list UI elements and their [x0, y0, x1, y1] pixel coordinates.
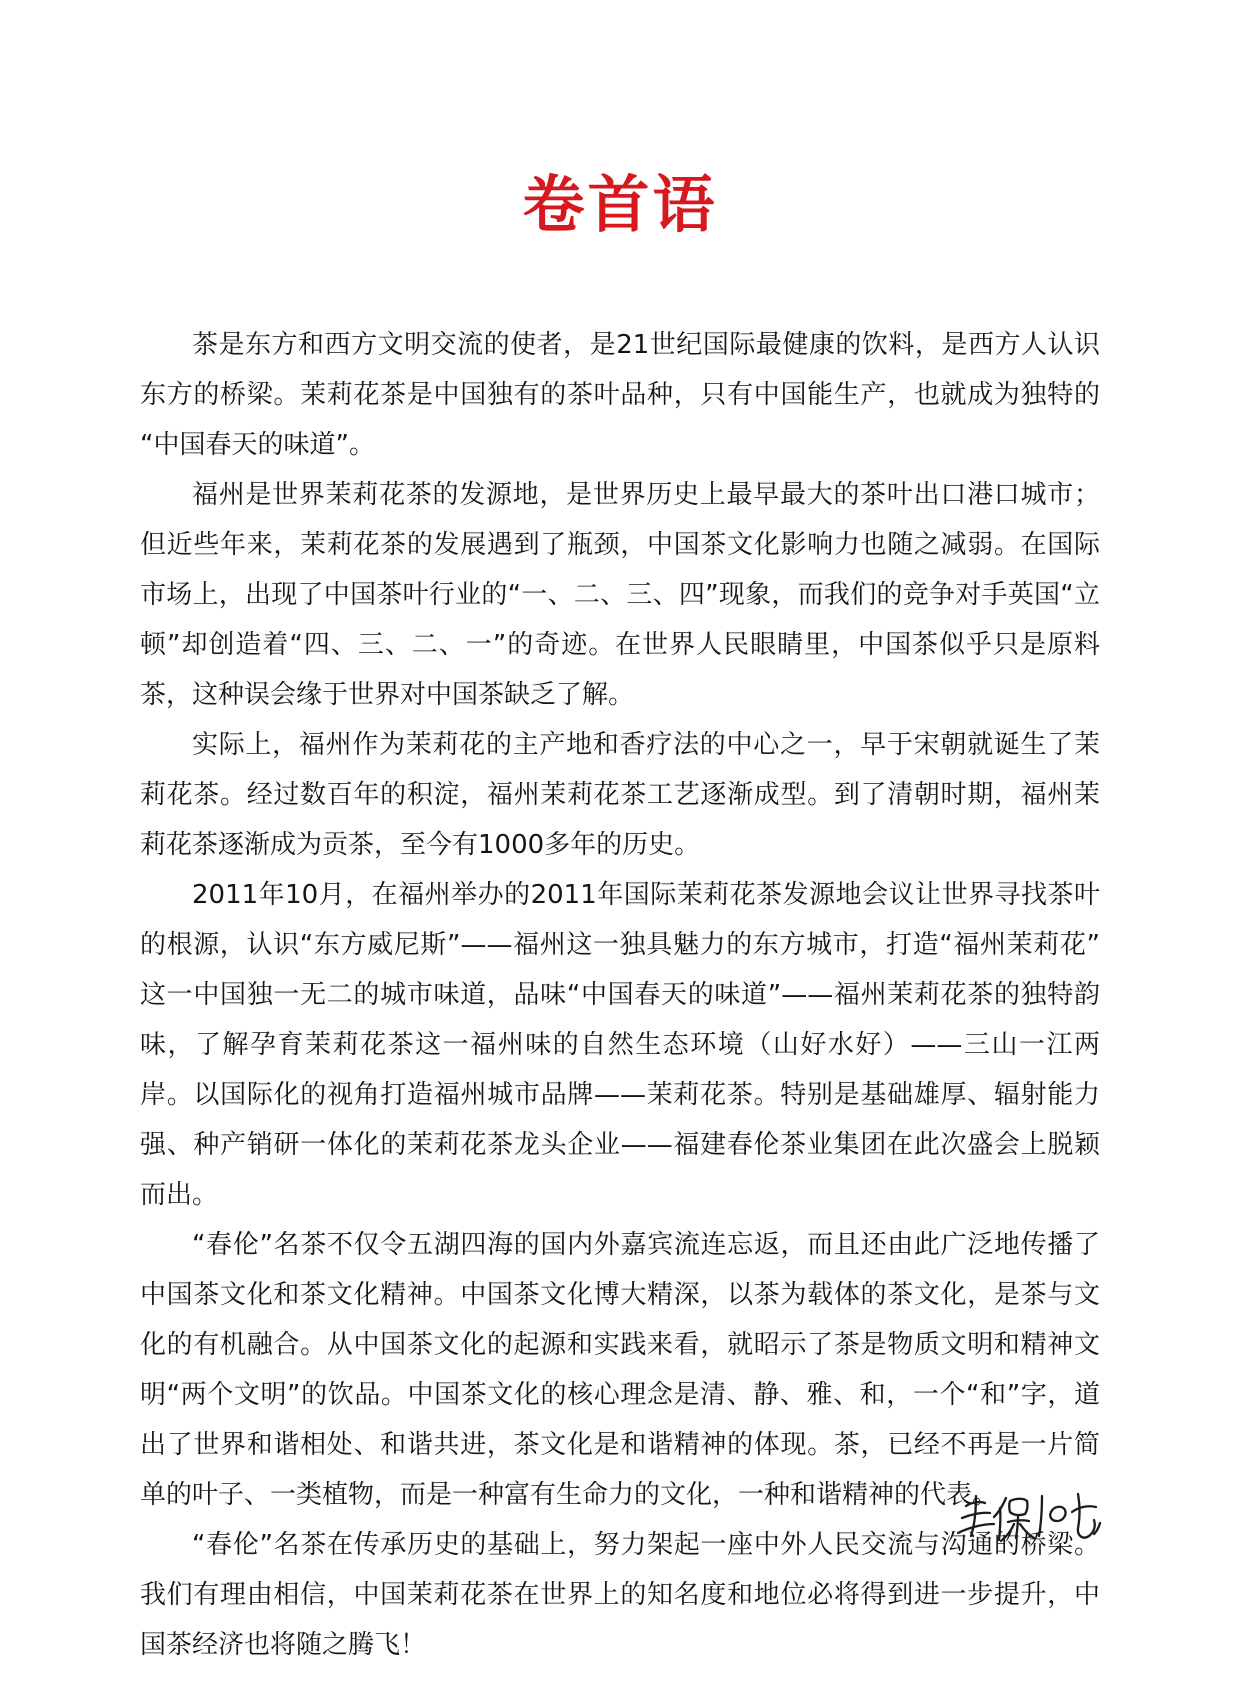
signature-handwriting-icon: [950, 1486, 1106, 1558]
paragraph: 实际上，福州作为茉莉花的主产地和香疗法的中心之一，早于宋朝就诞生了茉莉花茶。经过数百年的积淀，福州茉莉花茶工艺逐渐成型。到了清朝时期，福州茉莉花茶逐渐成为贡茶，至今有1000多年的历史。: [140, 730, 1100, 860]
paragraph: 福州是世界茉莉花茶的发源地，是世界历史上最早最大的茶叶出口港口城市；但近些年来，茉莉花茶的发展遇到了瓶颈，中国茶文化影响力也随之减弱。在国际市场上，出现了中国茶叶行业的“一、二、三、四”现象，而我们的竞争对手英国“立顿”却创造着“四、三、二、一”的奇迹。在世界人民眼睛里，中国茶似乎只是原料茶，这种误会缘于世界对中国茶缺乏了解。: [140, 480, 1100, 710]
paragraph: “春伦”名茶不仅令五湖四海的国内外嘉宾流连忘返，而且还由此广泛地传播了中国茶文化和茶文化精神。中国茶文化博大精深，以茶为载体的茶文化，是茶与文化的有机融合。从中国茶文化的起源和实践来看，就昭示了茶是物质文明和精神文明“两个文明”的饮品。中国茶文化的核心理念是清、静、雅、和，一个“和”字，道出了世界和谐相处、和谐共进，茶文化是和谐精神的体现。茶，已经不再是一片简单的叶子、一类植物，而是一种富有生命力的文化，一种和谐精神的代表。: [140, 1230, 1100, 1510]
preface-body: [140, 320, 1100, 1670]
paragraph: “春伦”名茶在传承历史的基础上，努力架起一座中外人民交流与沟通的桥梁。我们有理由相信，中国茉莉花茶在世界上的知名度和地位必将得到进一步提升，中国茶经济也将随之腾飞！: [140, 1530, 1100, 1660]
paragraph: 茶是东方和西方文明交流的使者，是21世纪国际最健康的饮料，是西方人认识东方的桥梁。茉莉花茶是中国独有的茶叶品种，只有中国能生产，也就成为独特的“中国春天的味道”。: [140, 330, 1100, 460]
handwritten-signature: [950, 1486, 1106, 1558]
paragraph: 2011年10月，在福州举办的2011年国际茉莉花茶发源地会议让世界寻找茶叶的根源，认识“东方威尼斯”——福州这一独具魅力的东方城市，打造“福州茉莉花”这一中国独一无二的城市味道，品味“中国春天的味道”——福州茉莉花茶的独特韵味，了解孕育茉莉花茶这一福州味的自然生态环境（山好水好）——三山一江两岸。以国际化的视角打造福州城市品牌——茉莉花茶。特别是基础雄厚、辐射能力强、种产销研一体化的茉莉花茶龙头企业——福建春伦茶业集团在此次盛会上脱颖而出。: [140, 880, 1100, 1210]
page-title: 卷首语: [522, 167, 718, 241]
